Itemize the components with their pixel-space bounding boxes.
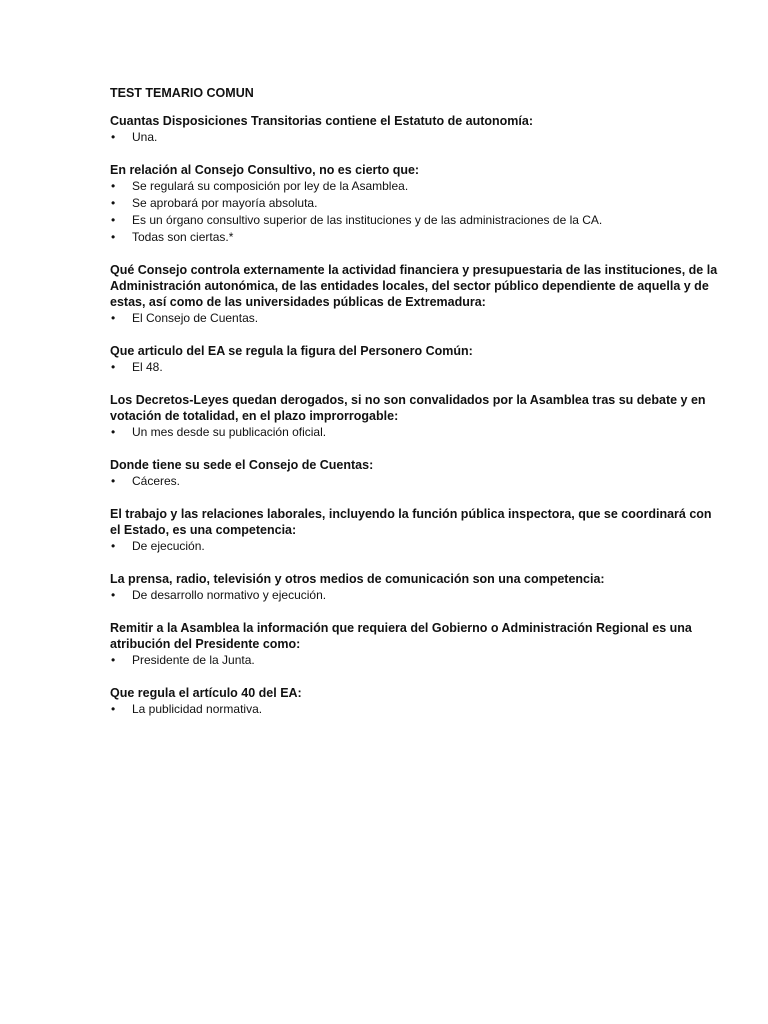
answer-text: Un mes desde su publicación oficial. (132, 425, 327, 439)
question-block (110, 571, 720, 604)
question-text: Que articulo del EA se regula la figura del Personero Común: (110, 344, 473, 358)
answer-item (110, 473, 720, 490)
answer-text: La publicidad normativa. (132, 702, 263, 716)
answer-text: El Consejo de Cuentas. (132, 311, 259, 325)
question-list (110, 113, 720, 718)
question-block (110, 262, 720, 327)
answer-text: Se aprobará por mayoría absoluta. (132, 196, 318, 210)
question-text: Que regula el artículo 40 del EA: (110, 686, 302, 700)
answer-list (110, 359, 720, 376)
answer-item (110, 538, 720, 555)
answer-item (110, 229, 720, 246)
answer-text: El 48. (132, 360, 163, 374)
answer-list (110, 701, 720, 718)
bullet-icon: • (111, 474, 116, 488)
answer-item (110, 212, 720, 229)
question-text: El trabajo y las relaciones laborales, incluyendo la función pública inspectora, que se coordinará con el Estado, es una competencia: (110, 507, 712, 537)
question-text: En relación al Consejo Consultivo, no es cierto que: (110, 163, 420, 177)
bullet-icon: • (111, 130, 116, 144)
answer-list (110, 310, 720, 327)
bullet-icon: • (111, 425, 116, 439)
question-block (110, 620, 720, 669)
answer-item (110, 129, 720, 146)
question-block (110, 457, 720, 490)
bullet-icon: • (111, 588, 116, 602)
question-block (110, 343, 720, 376)
answer-list (110, 129, 720, 146)
answer-text: De ejecución. (132, 539, 205, 553)
bullet-icon: • (111, 702, 116, 716)
answer-list (110, 473, 720, 490)
question-text: La prensa, radio, televisión y otros medios de comunicación son una competencia: (110, 572, 605, 586)
bullet-icon: • (111, 179, 116, 193)
question-text: Donde tiene su sede el Consejo de Cuentas: (110, 458, 374, 472)
answer-item (110, 195, 720, 212)
question-block (110, 162, 720, 246)
bullet-icon: • (111, 196, 116, 210)
question-block (110, 392, 720, 441)
answer-text: Todas son ciertas.* (132, 230, 234, 244)
answer-text: Una. (132, 130, 158, 144)
question-text: Remitir a la Asamblea la información que requiera del Gobierno o Administración Regional es una atribución del Presidente como: (110, 621, 692, 651)
answer-text: Se regulará su composición por ley de la Asamblea. (132, 179, 409, 193)
answer-item (110, 701, 720, 718)
bullet-icon: • (111, 213, 116, 227)
answer-text: Es un órgano consultivo superior de las instituciones y de las administraciones de la CA. (132, 213, 603, 227)
bullet-icon: • (111, 311, 116, 325)
answer-list (110, 652, 720, 669)
answer-text: Cáceres. (132, 474, 181, 488)
answer-item (110, 424, 720, 441)
question-text: Los Decretos-Leyes quedan derogados, si no son convalidados por la Asamblea tras su debate y en votación de totalidad, en el plazo improrrogable: (110, 393, 706, 423)
question-text: Cuantas Disposiciones Transitorias contiene el Estatuto de autonomía: (110, 114, 534, 128)
answer-list (110, 178, 720, 246)
question-block (110, 113, 720, 146)
answer-list (110, 587, 720, 604)
document-title: TEST TEMARIO COMUN (110, 86, 254, 100)
answer-list (110, 538, 720, 555)
bullet-icon: • (111, 230, 116, 244)
question-block (110, 506, 720, 555)
answer-text: Presidente de la Junta. (132, 653, 255, 667)
document-page (110, 85, 720, 734)
answer-item (110, 359, 720, 376)
bullet-icon: • (111, 360, 116, 374)
answer-item (110, 587, 720, 604)
bullet-icon: • (111, 539, 116, 553)
bullet-icon: • (111, 653, 116, 667)
question-text: Qué Consejo controla externamente la actividad financiera y presupuestaria de las instituciones, de la Administración autonómica, de las entidades locales, del sector público dependiente de aquella y de estas, así como de las universidades públicas de Extremadura: (110, 263, 718, 309)
answer-item (110, 652, 720, 669)
answer-list (110, 424, 720, 441)
answer-item (110, 178, 720, 195)
answer-text: De desarrollo normativo y ejecución. (132, 588, 327, 602)
question-block (110, 685, 720, 718)
answer-item (110, 310, 720, 327)
